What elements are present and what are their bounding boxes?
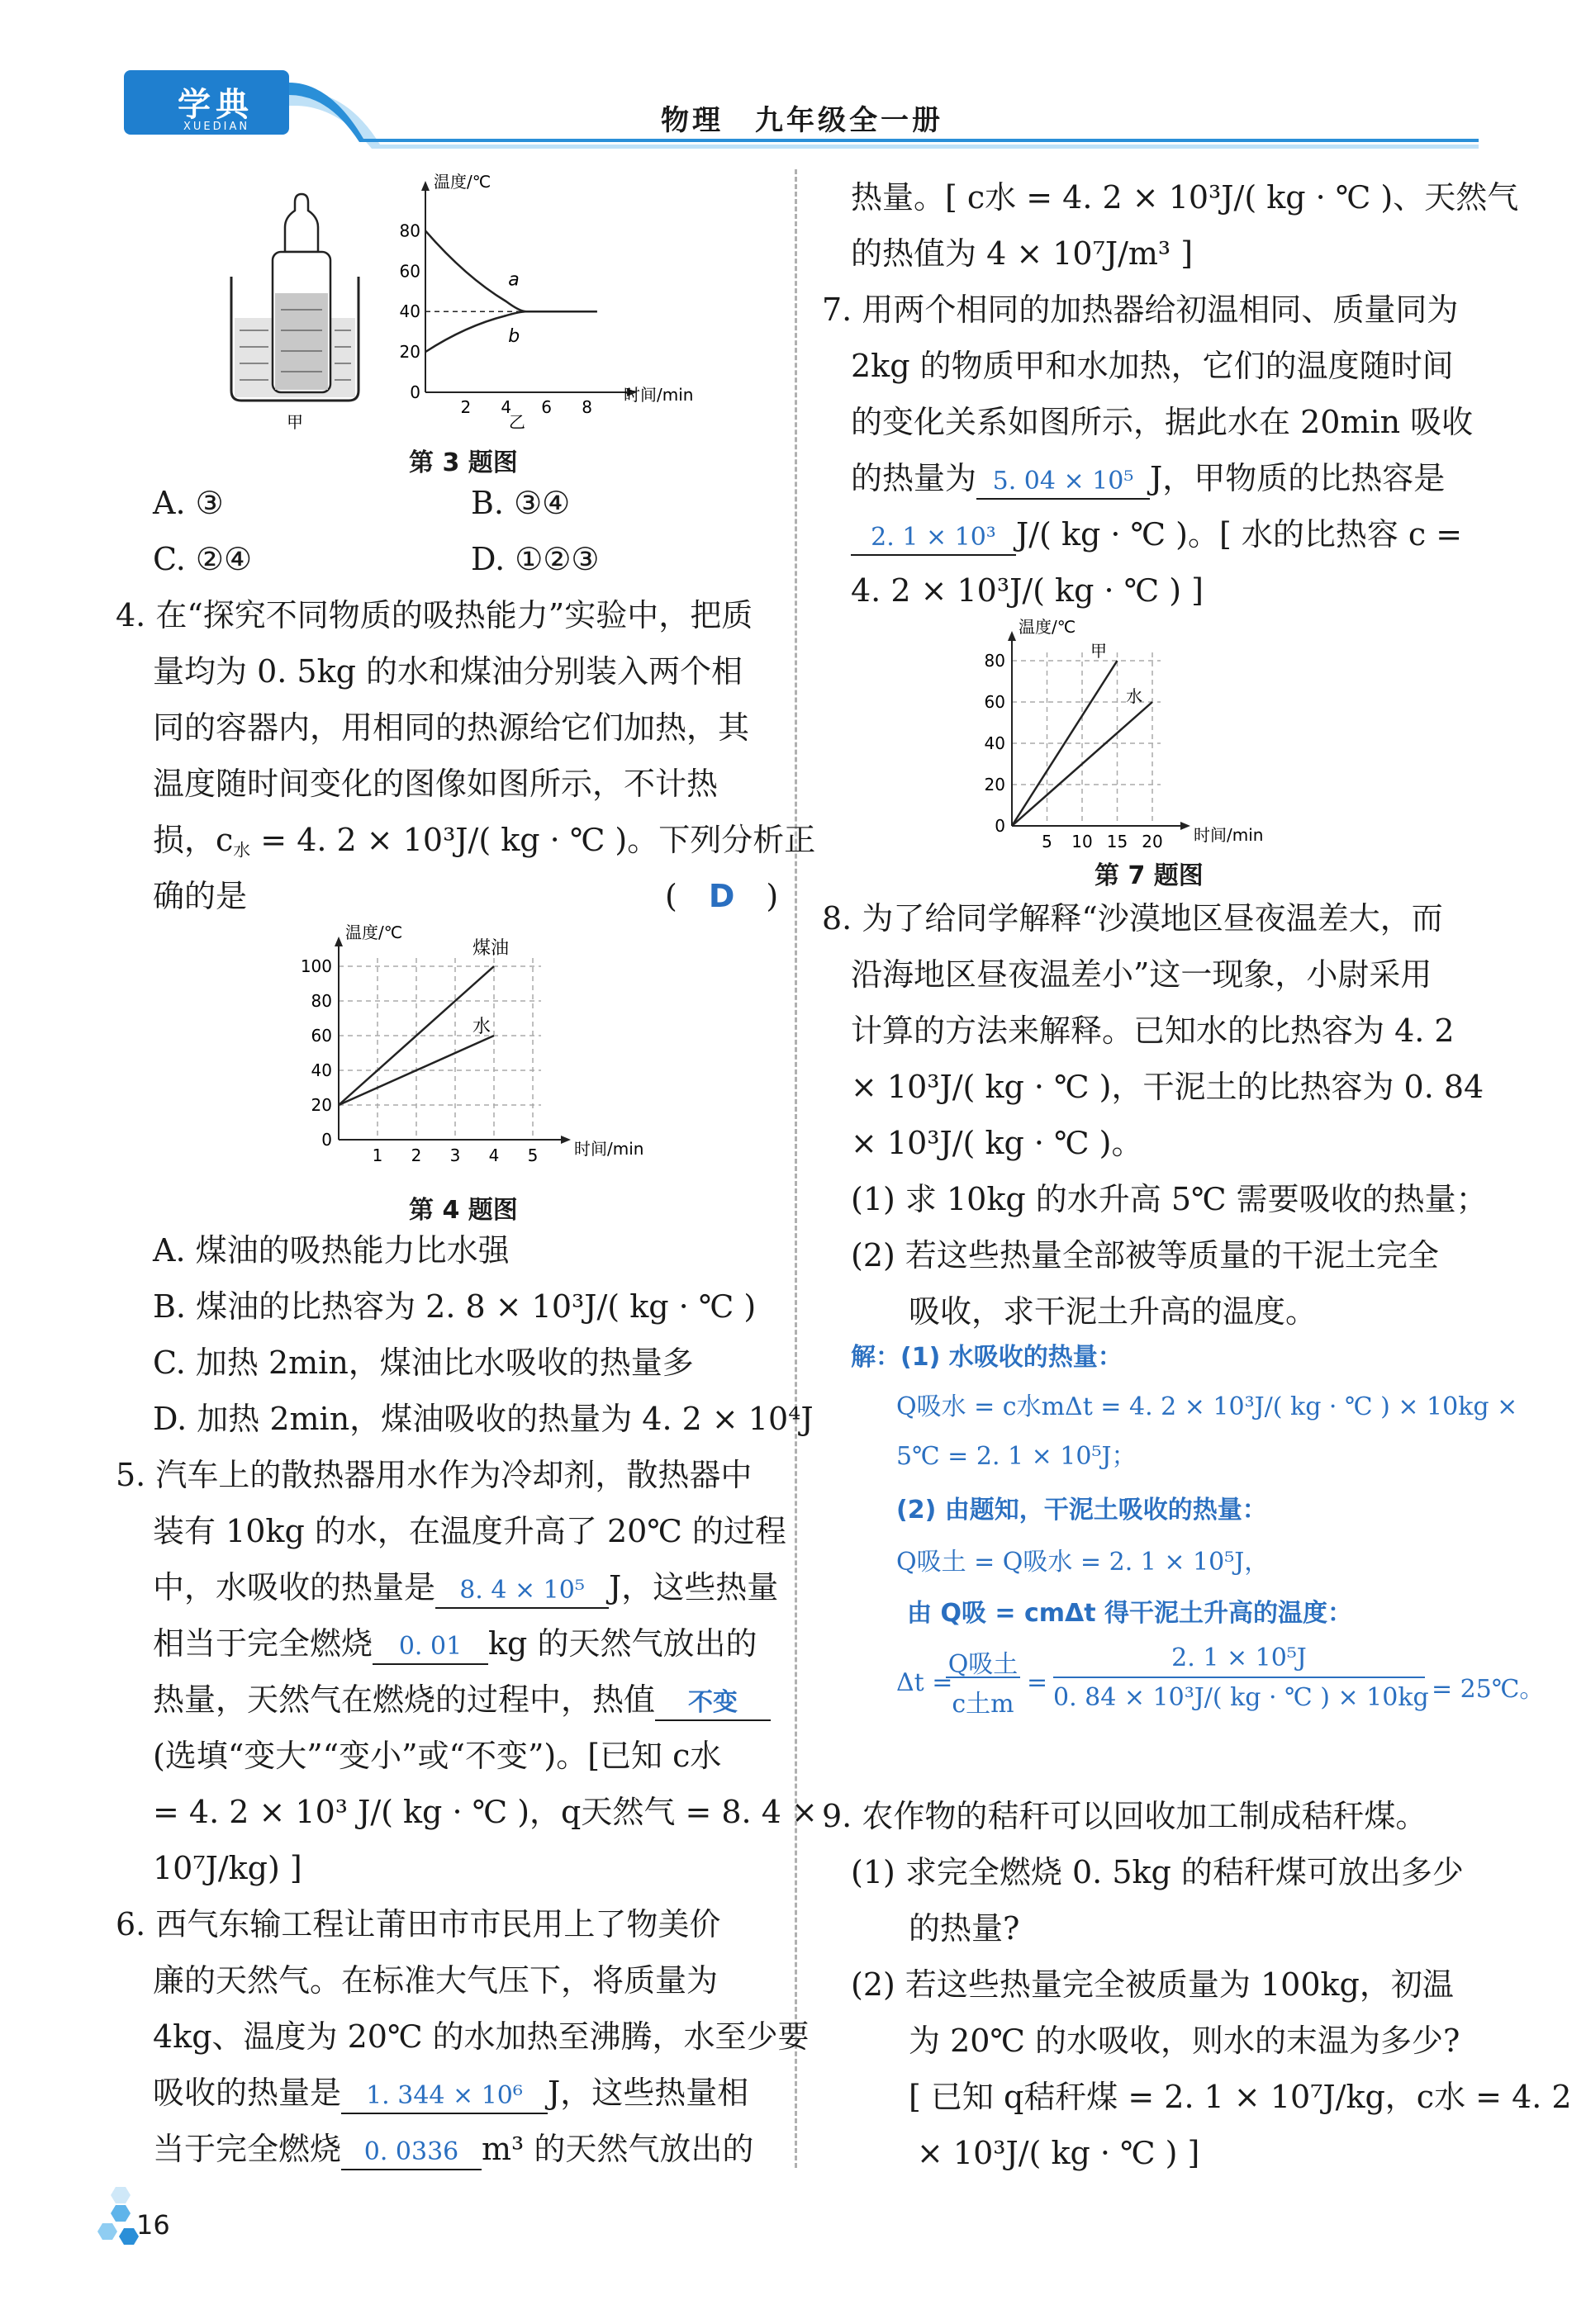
x-tick-label: 5	[1042, 832, 1052, 851]
x-axis-arrow	[1180, 822, 1190, 830]
x-tick-label: 10	[1071, 832, 1093, 851]
q4-answer-paren: ( D )	[665, 878, 779, 914]
series-label-b: b	[508, 325, 520, 347]
series-line-甲	[1012, 661, 1118, 826]
fig3-right-label: 乙	[509, 412, 525, 432]
y-tick-label: 40	[311, 1060, 332, 1080]
x-tick-label: 6	[541, 397, 553, 417]
q5-line1: 5. 汽车上的散热器用水作为冷却剂，散热器中	[116, 1457, 753, 1493]
x-tick-label: 8	[582, 397, 592, 417]
q4-line6: 确的是	[153, 878, 248, 914]
q6-line5: 当于完全燃烧 0. 0336 m³ 的天然气放出的	[153, 2121, 753, 2177]
x-tick-label: 1	[372, 1145, 383, 1165]
y-tick-label: 60	[311, 1026, 332, 1046]
q5-line6: (选填“变大”“变小”或“不变”)。[已知 c水	[153, 1738, 722, 1774]
series-label-a: a	[508, 269, 520, 291]
x-tick-label: 4	[501, 397, 512, 417]
y-axis-arrow	[335, 937, 343, 946]
y-tick-label: 40	[399, 301, 420, 322]
q6-blank-2: 0. 0336	[341, 2136, 482, 2170]
y-tick-label: 100	[300, 956, 332, 976]
q8-sub1: (1) 求 10kg 的水升高 5℃ 需要吸收的热量；	[851, 1181, 1488, 1217]
q8-solution-7: Δt = Q吸土 c土m = 2. 1 × 10⁵J 0. 84 × 10³J/( kg · ℃ ) × 10kg = 25℃。	[896, 1643, 1545, 1719]
fig3-left-label: 甲	[287, 412, 303, 432]
x-tick-label: 15	[1106, 832, 1128, 851]
q6-line4: 吸收的热量是 1. 344 × 10⁶ J，这些热量相	[153, 2065, 748, 2121]
x-axis-arrow	[561, 1136, 571, 1144]
q8-line5: × 10³J/( kg · ℃ )。	[851, 1125, 1143, 1161]
column-divider	[795, 169, 797, 2168]
series-label-水: 水	[1126, 686, 1142, 706]
q4-line1: 4. 在“探究不同物质的吸热能力”实验中，把质	[116, 597, 753, 633]
q8-solution-3: 5℃ = 2. 1 × 10⁵J；	[896, 1442, 1137, 1471]
series-label-水: 水	[472, 1017, 491, 1037]
q8-line3: 计算的方法来解释。已知水的比热容为 4. 2	[851, 1013, 1455, 1049]
q5-blank-2: 0. 01	[373, 1630, 488, 1665]
q6-line2: 廉的天然气。在标准大气压下，将质量为	[153, 1962, 719, 1999]
y-tick-label: 60	[984, 692, 1005, 712]
x-axis-label: 时间/min	[624, 385, 694, 405]
y-tick-label: 0	[410, 382, 420, 402]
q7-line4: 的热量为 5. 04 × 10⁵ J，甲物质的比热容是	[851, 450, 1445, 506]
q8-solution-4: (2) 由题知，干泥土吸收的热量：	[896, 1496, 1267, 1525]
q4-option-b: B. 煤油的比热容为 2. 8 × 10³J/( kg · ℃ )	[153, 1288, 757, 1325]
q4-line3: 同的容器内，用相同的热源给它们加热，其	[153, 709, 750, 746]
page-number: 16	[136, 2209, 170, 2241]
figure-7	[983, 615, 1313, 863]
q5-line4: 相当于完全燃烧 0. 01 kg 的天然气放出的	[153, 1615, 757, 1672]
q8-solution-5: Q吸土 = Q吸水 = 2. 1 × 10⁵J，	[896, 1548, 1270, 1577]
q5-line2: 装有 10kg 的水，在温度升高了 20℃ 的过程	[153, 1513, 786, 1549]
q5-line3: 中，水吸收的热量是 8. 4 × 10⁵ J，这些热量	[153, 1559, 778, 1615]
q3-option-d: D. ①②③	[471, 541, 600, 577]
q9-sub2b: 为 20℃ 的水吸收，则水的末温为多少?	[909, 2023, 1460, 2059]
q8-solution-2: Q吸水 = c水mΔt = 4. 2 × 10³J/( kg · ℃ ) × 10kg ×	[896, 1392, 1518, 1421]
q9-sub1a: (1) 求完全燃烧 0. 5kg 的秸秆煤可放出多少	[851, 1854, 1464, 1890]
q5-line5: 热量，天然气在燃烧的过程中，热值 不变	[153, 1672, 771, 1728]
fig3-caption: 第 3 题图	[409, 448, 518, 477]
q3-option-c: C. ②④	[153, 541, 253, 577]
figure-3	[215, 169, 727, 446]
q8-solution-1: 解：(1) 水吸收的热量：	[851, 1343, 1123, 1372]
y-tick-label: 0	[321, 1130, 332, 1150]
logo-sub: XUEDIAN	[183, 121, 250, 133]
fig7-caption: 第 7 题图	[1095, 861, 1204, 890]
q5-line8: 10⁷J/kg) ]	[153, 1850, 302, 1886]
q7-line3: 的变化关系如图所示，据此水在 20min 吸收	[851, 404, 1474, 440]
q6-line6: 热量。[ c水 = 4. 2 × 10³J/( kg · ℃ )、天然气	[851, 179, 1519, 216]
q4-line2: 量均为 0. 5kg 的水和煤油分别装入两个相	[153, 653, 743, 690]
beaker-illustration	[231, 194, 359, 401]
y-tick-label: 60	[399, 261, 420, 282]
fig4-caption: 第 4 题图	[409, 1196, 518, 1225]
q8-line2: 沿海地区昼夜温差小”这一现象，小尉采用	[851, 956, 1432, 993]
x-tick-label: 5	[527, 1145, 539, 1165]
x-tick-label: 2	[411, 1145, 422, 1165]
q4-option-d: D. 加热 2min，煤油吸收的热量为 4. 2 × 10⁴J	[153, 1401, 814, 1437]
q9-line1: 9. 农作物的秸秆可以回收加工制成秸秆煤。	[822, 1798, 1427, 1834]
x-tick-label: 2	[460, 397, 472, 417]
y-tick-label: 40	[984, 733, 1005, 753]
fig3-graph	[400, 172, 694, 417]
q9-sub2a: (2) 若这些热量完全被质量为 100kg，初温	[851, 1966, 1454, 2003]
series-label-煤油: 煤油	[472, 938, 510, 959]
y-axis-arrow	[1008, 631, 1016, 641]
q8-line4: × 10³J/( kg · ℃ )，干泥土的比热容为 0. 84	[851, 1069, 1484, 1105]
q7-line5: 2. 1 × 10³ J/( kg · ℃ )。[ 水的比热容 c =	[851, 506, 1462, 562]
q7-line1: 7. 用两个相同的加热器给初温相同、质量同为	[822, 292, 1459, 328]
q5-blank-1: 8. 4 × 10⁵	[435, 1574, 609, 1609]
y-tick-label: 80	[399, 221, 420, 241]
q7-blank-1: 5. 04 × 10⁵	[976, 465, 1150, 500]
x-tick-label: 3	[449, 1145, 461, 1165]
x-axis-label: 时间/min	[574, 1139, 644, 1159]
q4-line5: 损，$c_水 = 4$. 2 × 10³J/( kg · ℃ )。下列分析正	[153, 822, 816, 861]
y-tick-label: 20	[399, 342, 420, 363]
q4-option-c: C. 加热 2min，煤油比水吸收的热量多	[153, 1345, 694, 1381]
q4-answer: D	[708, 878, 735, 914]
y-tick-label: 20	[984, 775, 1005, 794]
y-tick-label: 80	[311, 991, 332, 1011]
q3-option-b: B. ③④	[471, 485, 571, 521]
q7-blank-2: 2. 1 × 10³	[851, 521, 1016, 556]
y-axis-label: 温度/℃	[434, 172, 491, 192]
y-tick-label: 20	[311, 1095, 332, 1115]
x-tick-label: 20	[1142, 832, 1163, 851]
series-label-甲: 甲	[1090, 641, 1107, 661]
q5-blank-3: 不变	[655, 1686, 771, 1721]
q6-blank-1: 1. 344 × 10⁶	[341, 2080, 548, 2114]
q8-line1: 8. 为了给同学解释“沙漠地区昼夜温差大，而	[822, 900, 1443, 937]
q6-line1: 6. 西气东输工程让莆田市市民用上了物美价	[116, 1906, 721, 1942]
x-axis-label: 时间/min	[1194, 825, 1264, 845]
q9-sub1b: 的热量?	[909, 1910, 1020, 1947]
q4-line4: 温度随时间变化的图像如图所示，不计热	[153, 766, 719, 802]
q6-line3: 4kg、温度为 20℃ 的水加热至沸腾，水至少要	[153, 2018, 810, 2055]
y-tick-label: 0	[995, 816, 1005, 836]
q7-line6: 4. 2 × 10³J/( kg · ℃ ) ]	[851, 572, 1204, 609]
x-tick-label: 4	[488, 1145, 500, 1165]
q8-solution-6: 由 Q吸 = cmΔt 得干泥土升高的温度：	[907, 1599, 1353, 1628]
page-header-title: 物理 九年级全一册	[661, 104, 943, 137]
q6-line7: 的热值为 4 × 10⁷J/m³ ]	[851, 235, 1194, 272]
y-axis-label: 温度/℃	[345, 922, 403, 942]
logo: 学典	[178, 85, 254, 124]
q9-sub2c: [ 已知 q秸秆煤 = 2. 1 × 10⁷J/kg，c水 = 4. 2	[909, 2079, 1572, 2115]
q8-sub2b: 吸收，求干泥土升高的温度。	[909, 1293, 1318, 1330]
y-axis-arrow	[421, 181, 430, 191]
q7-line2: 2kg 的物质甲和水加热，它们的温度随时间	[851, 348, 1454, 384]
q8-sub2a: (2) 若这些热量全部被等质量的干泥土完全	[851, 1237, 1439, 1273]
q4-option-a: A. 煤油的吸热能力比水强	[153, 1232, 510, 1269]
y-tick-label: 80	[984, 651, 1005, 671]
q5-line7: = 4. 2 × 10³ J/( kg · ℃ )，q天然气 = 8. 4 ×	[153, 1794, 818, 1830]
q9-sub2d: × 10³J/( kg · ℃ ) ]	[917, 2135, 1200, 2171]
q3-option-a: A. ③	[153, 485, 224, 521]
figure-4	[300, 921, 644, 1185]
y-axis-label: 温度/℃	[1019, 617, 1076, 637]
